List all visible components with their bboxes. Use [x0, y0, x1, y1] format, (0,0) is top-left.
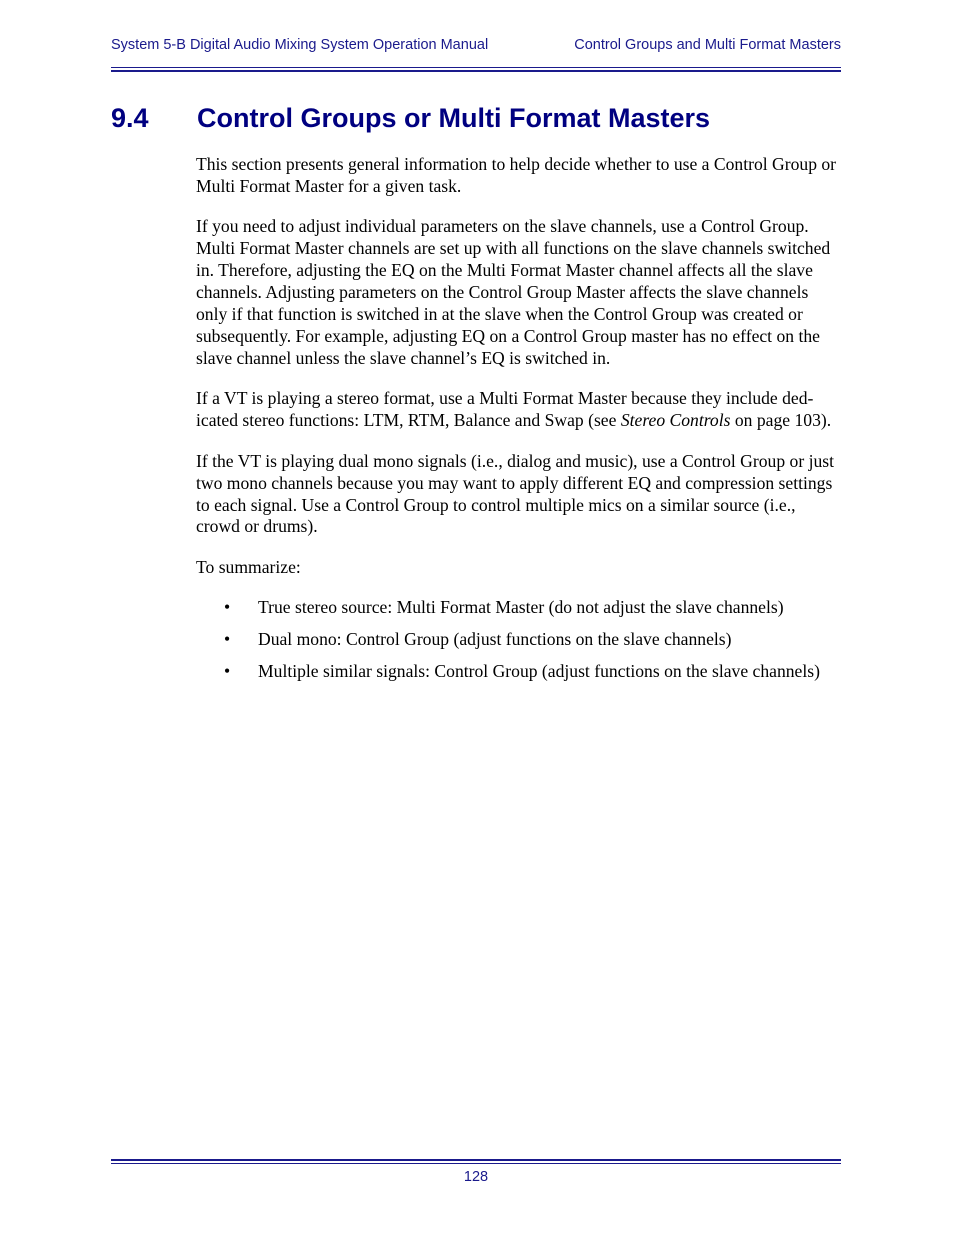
header-chapter-title: Control Groups and Multi Format Masters	[574, 37, 841, 53]
summary-intro: To summarize:	[196, 556, 301, 577]
section-title: Control Groups or Multi Format Masters	[197, 103, 711, 133]
list-item-text: Multiple similar signals: Control Group (adjust functions on the slave channels)	[258, 660, 820, 681]
list-item-text: True stereo source: Multi Format Master (do not adjust the slave channels)	[258, 597, 784, 618]
control-group-paragraph: If you need to adjust individual parameters on the slave channels, use a Control Group. Multi Format Master channels are set up with all functions on the slave channels switched in. Therefore, adjusting the EQ on the Multi Format Master channel affects all the slave channels. Adjusting parameters on the Control Group Master affects the slave channels only if that function is switched in at the slave when the Control Group was created or subsequently. For example, adjusting EQ on a Control Group master has no effect on the slave channel unless the slave channel’s EQ is switched in.	[196, 216, 831, 368]
page-header	[111, 37, 841, 57]
summary-list	[196, 597, 842, 682]
stereo-paragraph-page-ref: on page 103).	[730, 410, 832, 431]
footer-rule-thin	[111, 1163, 841, 1164]
list-item-text: Dual mono: Control Group (adjust functions on the slave channels)	[258, 629, 732, 650]
stereo-controls-reference: Stereo Controls	[620, 410, 731, 431]
header-manual-title: System 5-B Digital Audio Mixing System Operation Manual	[111, 37, 489, 53]
header-rule-thick	[111, 70, 841, 72]
dual-mono-paragraph: If the VT is playing dual mono signals (i.e., dialog and music), use a Control Group or just two mono channels because you may want to apply different EQ and compression settings to each signal. Use a Control Group to control multiple mics on a similar source (i.e., crowd or drums).	[196, 450, 835, 537]
list-item	[196, 661, 842, 683]
list-item	[196, 629, 842, 651]
bullet-marker: •	[224, 597, 231, 618]
bullet-marker: •	[224, 629, 231, 650]
page-number: 128	[463, 1169, 489, 1185]
stereo-paragraph	[196, 388, 842, 432]
list-item	[196, 597, 842, 619]
section-heading	[111, 103, 710, 134]
body-content	[196, 154, 842, 693]
footer-rule-thick	[111, 1159, 841, 1161]
section-number: 9.4	[111, 103, 149, 133]
stereo-paragraph-text: If a VT is playing a stereo format, use a Multi Format Master because they include ded-icated stereo functions: LTM, RTM, Balance and Swap (see	[196, 388, 814, 431]
header-rule-thin	[111, 67, 841, 68]
bullet-marker: •	[224, 660, 231, 681]
intro-paragraph: This section presents general information to help decide whether to use a Control Group or Multi Format Master for a given task.	[196, 154, 837, 196]
